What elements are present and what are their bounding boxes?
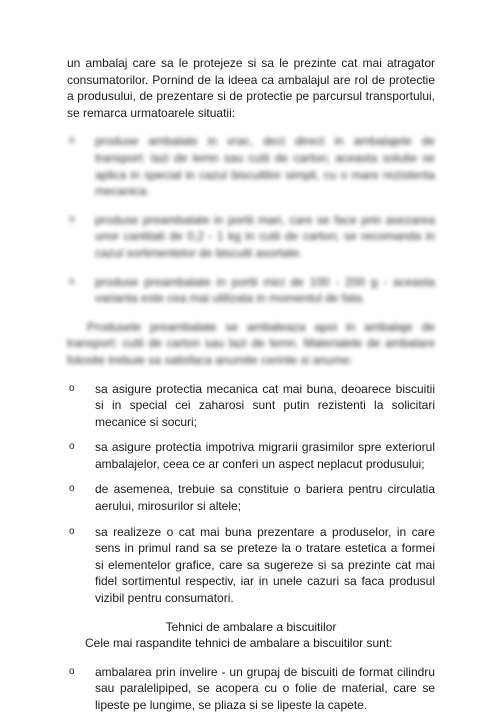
- bullet-marker: o: [69, 483, 75, 495]
- list-item-text: produse preambalate in portii mici de 100 - 200 g - aceasta varianta este cea mai utilizata in momentul de fata.: [95, 274, 435, 306]
- section-intro: Cele mai raspandite tehnici de ambalare a biscuitilor sunt:: [85, 636, 393, 651]
- list-item-text: produse ambalate in vrac, deci direct in ambalajele de transport: lazi de lemn sau cutii de carton; aceasta solutie se aplica in special in cazul biscuitilor simpli, cu o mare rezistenta mecanica.: [95, 134, 435, 199]
- list-item: [67, 664, 435, 714]
- list-item: [67, 481, 435, 514]
- list-item: [67, 133, 435, 199]
- list-item-text: ambalarea prin invelire - un grupaj de biscuiti de format cilindru sau paralelipiped, se acopera cu o folie de material, care se lipeste pe lungime, se pliaza si se lipeste la capete.: [95, 664, 435, 712]
- list-item: [67, 381, 435, 431]
- section-title: Tehnici de ambalare a biscuitilor: [165, 619, 337, 634]
- bullet-marker: o: [69, 382, 75, 394]
- list-item-text: sa asigure protectia impotriva migrarii grasimilor spre exteriorul ambalajelor, ceea ce ar conferi un aspect neplacut produsului;: [95, 440, 435, 471]
- list-item-text: de asemenea, trebuie sa constituie o bariera pentru circulatia aerului, mirosurilor si altele;: [95, 482, 435, 514]
- list-item-text: sa realizeze o cat mai buna prezentare a produselor, in care sens in primul rand sa se preteze la o tratare estetica a formei si elementelor grafice, care sa sugereze si sa prezinte cat mai fidel sortimentul respectiv, iar in unele cazuri sa faca produsul vizibil pentru consumatori.: [95, 524, 435, 606]
- document-body: [67, 55, 435, 714]
- bullet-marker: o: [69, 525, 75, 537]
- bullet-marker: o: [69, 665, 75, 677]
- list-item-text: produse preambalate in portii mari, care se face prin asezarea unor cantitati de 0,2 - 1 kg in cutii de carton; se recomanda in cazul sortimentelor de biscuiti asortate.: [95, 212, 435, 260]
- list-item-text: sa asigure protectia mecanica cat mai buna, deoarece biscuitii si in special cei zaharosi sunt putin rezistenti la solicitari mecanice si socuri;: [95, 381, 435, 429]
- blurred-paragraph: Produsele preambalate se ambaleaza apoi in ambalaje de transport: cutii de carton sau lazi de lemn. Materialele de ambalare folosite trebuie sa satisfaca anumite cerinte si anume:: [67, 319, 435, 367]
- bullet-marker: o: [69, 213, 75, 225]
- intro-text: un ambalaj care sa le protejeze si sa le prezinte cat mai atragator consumatorilor. Pornind de la ideea ca ambalajul are rol de protectie a produsului, de prezentare si de protectie pe parcursul transportului, se remarca urmatoarele situatii:: [67, 56, 435, 120]
- list-item: [67, 524, 435, 607]
- intro-paragraph: [67, 55, 435, 121]
- blurred-section: [67, 133, 435, 368]
- bullet-marker: o: [69, 441, 75, 453]
- bullet-marker: o: [69, 135, 75, 147]
- list-item: [67, 212, 435, 262]
- bullet-marker: o: [69, 275, 75, 287]
- list-item: [67, 439, 435, 472]
- list-item: [67, 274, 435, 307]
